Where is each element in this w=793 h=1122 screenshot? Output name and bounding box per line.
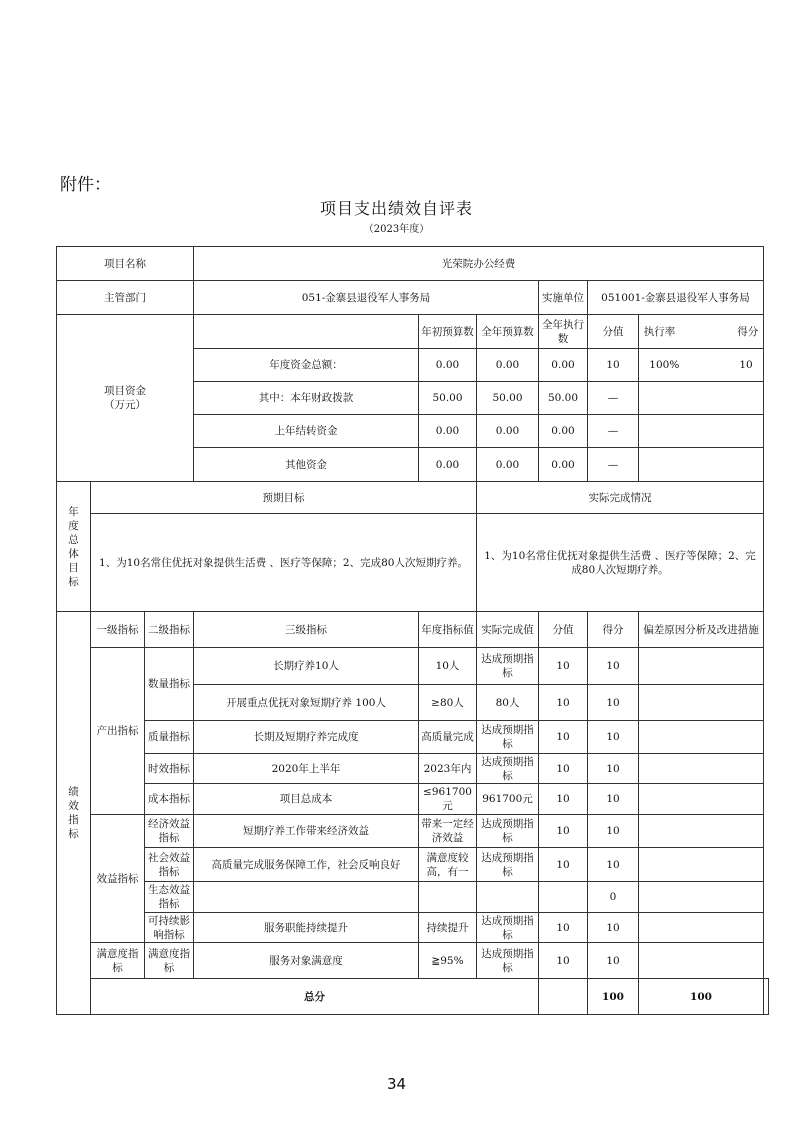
funds-cell: 50.00 bbox=[539, 382, 588, 415]
score-value: 10 bbox=[539, 943, 588, 979]
level3-indicator: 长期及短期疗养完成度 bbox=[194, 721, 419, 754]
funds-row-label: 年度资金总额： bbox=[194, 349, 419, 382]
funds-row-label: 其他资金 bbox=[194, 448, 419, 482]
score-value: 10 bbox=[539, 648, 588, 685]
score: 10 bbox=[588, 913, 639, 943]
level3-indicator bbox=[194, 882, 419, 913]
actual-value: 达成预期指标 bbox=[477, 943, 539, 979]
score-value: 10 bbox=[539, 685, 588, 721]
annual-target: 满意度较高，有一 bbox=[419, 848, 477, 882]
actual-result-label: 实际完成情况 bbox=[477, 482, 764, 514]
goals-section-label: 年 度 总 体 目 标 bbox=[57, 482, 91, 612]
unit-label: 实施单位 bbox=[539, 281, 588, 315]
funds-header-merged bbox=[639, 315, 764, 349]
expected-goal-text: 1、为10名常住优抚对象提供生活费 、医疗等保障；2、完成80人次短期疗养。 bbox=[91, 514, 477, 612]
funds-cell: 0.00 bbox=[539, 415, 588, 448]
funds-cell: 0.00 bbox=[539, 448, 588, 482]
actual-value: 达成预期指标 bbox=[477, 648, 539, 685]
deviation-remark bbox=[639, 882, 764, 913]
level2-quantity: 数量指标 bbox=[145, 648, 194, 721]
actual-result-text: 1、为10名常住优抚对象提供生活费 、医疗等保障；2、完成80人次短期疗养。 bbox=[477, 514, 764, 612]
level3-indicator: 开展重点优抚对象短期疗养 100人 bbox=[194, 685, 419, 721]
level2-timeliness: 时效指标 bbox=[145, 754, 194, 784]
project-name-value: 光荣院办公经费 bbox=[194, 247, 764, 281]
indicator-header: 一级指标 bbox=[91, 612, 145, 648]
funds-cell: 0.00 bbox=[539, 349, 588, 382]
deviation-remark bbox=[639, 943, 764, 979]
annual-target bbox=[419, 882, 477, 913]
score-value: 10 bbox=[539, 815, 588, 848]
total-score-value: 100 bbox=[588, 979, 639, 1015]
score: 10 bbox=[588, 648, 639, 685]
score-value: 10 bbox=[539, 784, 588, 815]
indicator-header: 实际完成值 bbox=[477, 612, 539, 648]
actual-value: 达成预期指标 bbox=[477, 815, 539, 848]
actual-value: 961700元 bbox=[477, 784, 539, 815]
annual-target: 高质量完成 bbox=[419, 721, 477, 754]
funds-header: 执行率 bbox=[643, 325, 676, 338]
page-number: 34 bbox=[386, 1075, 407, 1093]
level2-quality: 质量指标 bbox=[145, 721, 194, 754]
annual-target: 带来一定经济效益 bbox=[419, 815, 477, 848]
funds-header-blank bbox=[194, 315, 419, 349]
score-value: 10 bbox=[539, 721, 588, 754]
funds-cell: 0.00 bbox=[419, 448, 477, 482]
indicator-header: 二级指标 bbox=[145, 612, 194, 648]
funds-cell: 50.00 bbox=[419, 382, 477, 415]
level1-satisfaction: 满意度指标 bbox=[91, 943, 145, 979]
deviation-remark bbox=[639, 815, 764, 848]
annual-target: ≤961700元 bbox=[419, 784, 477, 815]
score-value: 10 bbox=[539, 754, 588, 784]
total-actual bbox=[539, 979, 588, 1015]
funds-cell bbox=[639, 382, 764, 415]
funds-cell: 0.00 bbox=[477, 349, 539, 382]
indicator-header: 年度指标值 bbox=[419, 612, 477, 648]
funds-cell: 0.00 bbox=[477, 448, 539, 482]
deviation-remark bbox=[639, 721, 764, 754]
deviation-remark bbox=[639, 913, 764, 943]
dept-label: 主管部门 bbox=[57, 281, 194, 315]
deviation-remark bbox=[639, 754, 764, 784]
total-score: 100 bbox=[639, 979, 764, 1015]
total-remark bbox=[764, 979, 769, 1015]
score-value: 10 bbox=[539, 913, 588, 943]
annual-target: ≥80人 bbox=[419, 685, 477, 721]
deviation-remark bbox=[639, 648, 764, 685]
project-name-label: 项目名称 bbox=[57, 247, 194, 281]
level3-indicator: 短期疗养工作带来经济效益 bbox=[194, 815, 419, 848]
funds-cell: — bbox=[588, 415, 639, 448]
actual-value: 80人 bbox=[477, 685, 539, 721]
actual-value: 达成预期指标 bbox=[477, 721, 539, 754]
level3-indicator: 项目总成本 bbox=[194, 784, 419, 815]
funds-header: 得分 bbox=[737, 325, 759, 338]
actual-value: 达成预期指标 bbox=[477, 913, 539, 943]
funds-cell: 10 bbox=[739, 359, 753, 371]
actual-value: 达成预期指标 bbox=[477, 754, 539, 784]
indicator-header: 偏差原因分析及改进措施 bbox=[639, 612, 764, 648]
dept-value: 051-金寨县退役军人事务局 bbox=[194, 281, 539, 315]
funds-cell: — bbox=[588, 448, 639, 482]
funds-cell: 10 bbox=[588, 349, 639, 382]
indicators-section-label: 绩 效 指 标 bbox=[57, 612, 91, 1015]
funds-cell: 0.00 bbox=[419, 415, 477, 448]
indicator-header: 分值 bbox=[539, 612, 588, 648]
funds-cell: 0.00 bbox=[477, 415, 539, 448]
annual-target: 10人 bbox=[419, 648, 477, 685]
indicator-header: 三级指标 bbox=[194, 612, 419, 648]
funds-row-label: 其中：本年财政拨款 bbox=[194, 382, 419, 415]
deviation-remark bbox=[639, 685, 764, 721]
level2-cost: 成本指标 bbox=[145, 784, 194, 815]
unit-value: 051001-金寨县退役军人事务局 bbox=[588, 281, 764, 315]
score: 10 bbox=[588, 815, 639, 848]
score-value: 10 bbox=[539, 848, 588, 882]
funds-header: 年初预算数 bbox=[419, 315, 477, 349]
annual-target: ≧95% bbox=[419, 943, 477, 979]
funds-section-label: 项目资金 （万元） bbox=[57, 315, 194, 482]
level3-indicator: 服务对象满意度 bbox=[194, 943, 419, 979]
level3-indicator: 长期疗养10人 bbox=[194, 648, 419, 685]
page-title: 项目支出绩效自评表 bbox=[319, 199, 473, 218]
level3-indicator: 服务职能持续提升 bbox=[194, 913, 419, 943]
level2-economic: 经济效益指标 bbox=[145, 815, 194, 848]
funds-cell: 50.00 bbox=[477, 382, 539, 415]
funds-cell: 100% bbox=[649, 359, 680, 371]
score: 10 bbox=[588, 754, 639, 784]
score: 10 bbox=[588, 685, 639, 721]
expected-goal-label: 预期目标 bbox=[91, 482, 477, 514]
annual-target: 持续提升 bbox=[419, 913, 477, 943]
level2-sustainable: 可持续影响指标 bbox=[145, 913, 194, 943]
funds-header: 分值 bbox=[588, 315, 639, 349]
total-label: 总分 bbox=[91, 979, 539, 1015]
funds-header: 全年执行数 bbox=[539, 315, 588, 349]
funds-cell: — bbox=[588, 382, 639, 415]
page-subtitle: （2023年度） bbox=[363, 224, 430, 235]
self-evaluation-table bbox=[56, 246, 769, 1015]
annual-target: 2023年内 bbox=[419, 754, 477, 784]
score-value bbox=[539, 882, 588, 913]
score: 10 bbox=[588, 784, 639, 815]
deviation-remark bbox=[639, 784, 764, 815]
actual-value: 达成预期指标 bbox=[477, 848, 539, 882]
score: 10 bbox=[588, 848, 639, 882]
level2-ecological: 生态效益指标 bbox=[145, 882, 194, 913]
indicator-header: 得分 bbox=[588, 612, 639, 648]
level3-indicator: 2020年上半年 bbox=[194, 754, 419, 784]
level1-benefit: 效益指标 bbox=[91, 815, 145, 943]
level2-satisfaction: 满意度指标 bbox=[145, 943, 194, 979]
attachment-label: 附件： bbox=[60, 175, 111, 195]
actual-value bbox=[477, 882, 539, 913]
funds-cell bbox=[639, 415, 764, 448]
level3-indicator: 高质量完成服务保障工作，社会反响良好 bbox=[194, 848, 419, 882]
level2-social: 社会效益指标 bbox=[145, 848, 194, 882]
level1-output: 产出指标 bbox=[91, 648, 145, 815]
funds-cell bbox=[639, 448, 764, 482]
funds-header: 全年预算数 bbox=[477, 315, 539, 349]
funds-row-label: 上年结转资金 bbox=[194, 415, 419, 448]
funds-cell: 0.00 bbox=[419, 349, 477, 382]
deviation-remark bbox=[639, 848, 764, 882]
score: 10 bbox=[588, 721, 639, 754]
score: 10 bbox=[588, 943, 639, 979]
score: 0 bbox=[588, 882, 639, 913]
funds-cell-merged bbox=[639, 349, 764, 382]
